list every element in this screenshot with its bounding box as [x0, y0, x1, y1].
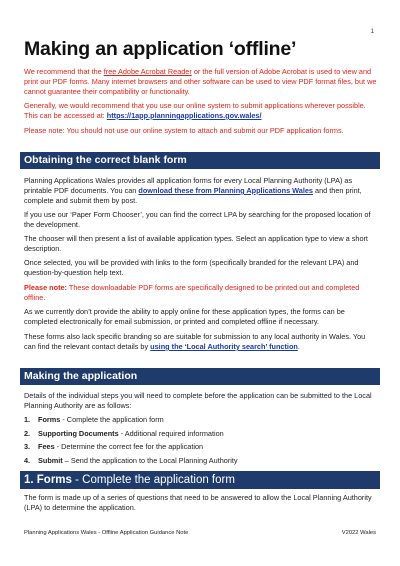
section-heading-making-application: Making the application [20, 368, 380, 385]
step-number: 3. [24, 442, 31, 451]
intro-p1-text-after: or the full version of Adobe Acrobat is used to view and print our PDF forms. Many internet browsers and other software can be used to view PDF format files, but we cannot guarantee their compatibility or functionality. [24, 67, 377, 96]
online-system-link[interactable]: https://1app.planningapplications.gov.wales/ [106, 111, 262, 120]
section1-p1-text: Planning Applications Wales provides all application forms for every Local Planning Authority (LPA) as printable PDF documents. You can [24, 176, 353, 195]
intro-p2-text: Generally, we would recommend that you use our online system to submit applications wherever possible. This can be accessed at: [24, 101, 366, 120]
page-number: 1 [370, 29, 374, 35]
steps-list [24, 413, 378, 467]
section1-paragraph-4: Once selected, you will be provided with links to the form (specifically branded for the relevant LPA) and question-by-question help text. [24, 258, 359, 277]
step-description: – Send the application to the Local Planning Authority [62, 455, 238, 465]
section1-paragraph-6 [24, 332, 378, 352]
section3-heading-bold: 1. Forms [24, 474, 72, 486]
section2-intro: Details of the individual steps you will need to complete before the application can be submitted to the Local Planning Authority are as follows: [24, 391, 372, 410]
section1-paragraph-2: If you use our ‘Paper Form Chooser’, you can find the correct LPA by searching for the proposed location of the development. [24, 210, 371, 229]
section-heading-forms [20, 471, 380, 489]
step-term: Submit [38, 455, 63, 465]
section1-note [24, 283, 378, 303]
step-term: Fees [38, 442, 55, 451]
section1-paragraph-5: As we currently don’t provide the ability to apply online for these application types, the forms can be completed electronically for email submission, or printed and completed offline if necessary. [24, 307, 345, 326]
intro-paragraph-2 [24, 101, 378, 121]
local-authority-search-link[interactable]: using the ‘Local Authority search’ function [150, 342, 298, 351]
page-footer [24, 530, 376, 536]
section1-paragraph-3: The chooser will then present a list of available application types. Select an application type to view a short description. [24, 234, 368, 253]
intro-paragraph-3: Please note: You should not use our online system to attach and submit our PDF application forms. [24, 126, 344, 135]
section1-p6-text: These forms also lack specific branding so are suitable for submission to any local authority in Wales. You can find the relevant contact details by [24, 332, 366, 351]
list-item [24, 454, 378, 468]
step-description: - Determine the correct fee for the application [54, 442, 204, 451]
step-description: - Complete the application form [60, 415, 164, 424]
list-item [24, 440, 378, 454]
footer-document-title: Planning Applications Wales - Offline Application Guidance Note [24, 530, 189, 536]
list-item [24, 413, 378, 427]
section1-p6-text-after: . [297, 342, 300, 351]
step-number: 2. [24, 428, 31, 438]
section-heading-obtaining-form: Obtaining the correct blank form [20, 152, 380, 169]
page-title: Making an application ‘offline’ [24, 38, 297, 60]
download-forms-link[interactable]: download these from Planning Applications Wales [138, 186, 313, 195]
step-term: Supporting Documents [38, 428, 119, 438]
list-item [24, 427, 378, 441]
section1-p1-text-after: and then print, complete and submit them by post. [24, 186, 362, 205]
step-number: 1. [24, 415, 31, 424]
step-term: Forms [38, 415, 61, 424]
adobe-reader-link[interactable]: free Adobe Acrobat Reader [103, 67, 192, 76]
section3-heading-rest: - Complete the application form [71, 474, 235, 486]
intro-p1-text: We recommend that the [24, 67, 104, 76]
note-text: These downloadable PDF forms are specifically designed to be printed out and completed offline. [24, 283, 360, 302]
step-description: - Additional required information [118, 428, 224, 438]
footer-version: V2022 Wales [341, 530, 376, 536]
intro-paragraph-1 [24, 67, 378, 97]
note-label: Please note: [24, 283, 67, 292]
section1-paragraph-1 [24, 176, 378, 206]
step-number: 4. [24, 455, 31, 465]
section3-paragraph-1: The form is made up of a series of questions that need to be answered to allow the Local Planning Authority (LPA) to determine the application. [24, 493, 372, 512]
